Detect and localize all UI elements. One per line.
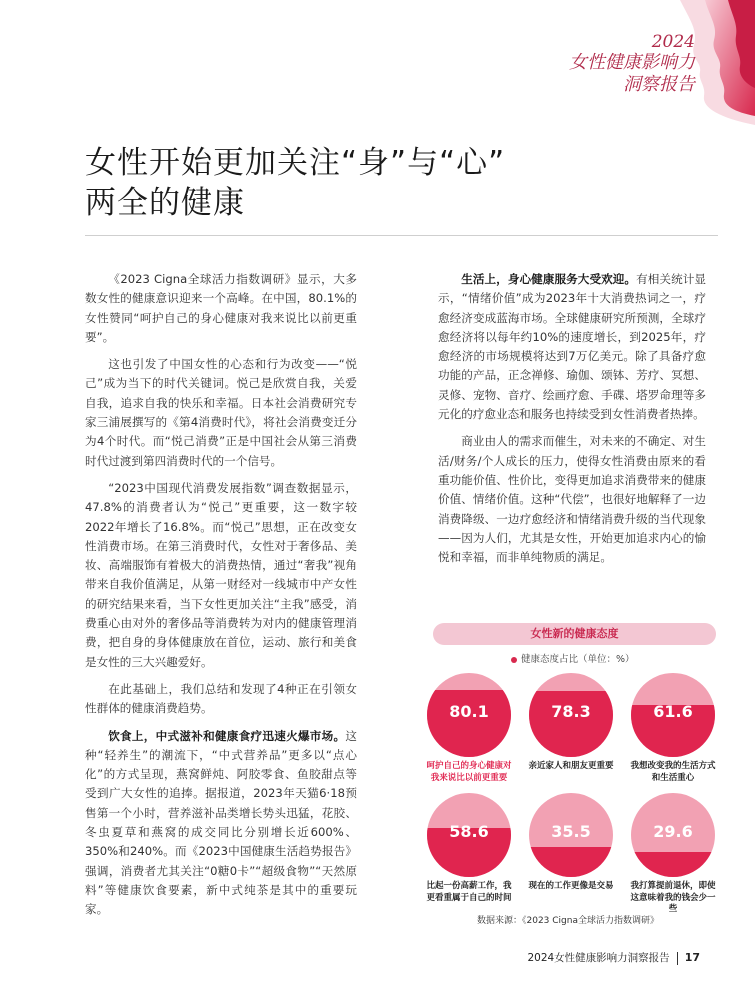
attitude-circle (427, 673, 511, 757)
report-title (569, 32, 695, 96)
paragraph: 这也引发了中国女性的心态和行为改变——“悦己”成为当下的时代关键词。悦己是欣赏自我，关爱自我，追求自我的快乐和幸福。日本社会消费研究专家三浦展撰写的《第4消费时代》，将社会消费变迁分为4个时代。而“悦己消费”正是中国社会从第三消费时代过渡到第四消费时代的一个信号。 (85, 357, 357, 468)
report-title-line1: 女性健康影响力 (569, 52, 695, 73)
attitude-value: 58.6 (449, 822, 489, 841)
footer-separator (677, 952, 678, 965)
headline-line1: 女性开始更加关注“身”与“心” (85, 145, 506, 181)
attitude-circle (631, 673, 715, 757)
attitude-fill (529, 847, 613, 877)
report-year: 2024 (651, 32, 695, 52)
page-headline (85, 143, 685, 223)
infographic-legend (511, 653, 635, 667)
legend-dot-icon (511, 657, 517, 663)
headline-divider (85, 235, 718, 236)
footer-report-name: 2024女性健康影响力洞察报告 (527, 952, 670, 964)
attitude-label: 呵护自己的身心健康对我来说比以前更重要 (426, 761, 512, 783)
attitude-circle (529, 793, 613, 877)
attitude-value: 61.6 (653, 702, 693, 721)
attitude-value: 35.5 (551, 822, 591, 841)
attitude-value: 78.3 (551, 702, 591, 721)
page-number: 17 (684, 951, 700, 964)
diet-trend-lead: 饮食上，中式滋补和健康食疗迅速火爆市场。 (108, 728, 346, 743)
report-title-line2: 洞察报告 (623, 74, 695, 95)
headline-line2: 两全的健康 (85, 185, 245, 221)
paragraph: 商业由人的需求而催生，对未来的不确定、对生活/财务/个人成长的压力，使得女性消费由原来的看重功能价值、性价比，变得更加追求消费带来的健康价值、情绪价值。这种“代偿”，也很好地解释了一边消费降级、一边疗愈经济和情绪消费升级的当代现象——因为人们，尤其是女性，开始更加追求内心的愉悦和幸福，而非单纯物质的满足。 (438, 434, 706, 565)
page-footer (527, 951, 700, 965)
left-column (85, 270, 357, 928)
legend-label: 健康态度占比（单位：%） (521, 654, 635, 665)
diet-trend-paragraph (85, 727, 357, 920)
data-source: 数据来源：《2023 Cigna全球活力指数调研》 (477, 916, 659, 926)
attitude-label: 亲近家人和朋友更重要 (528, 761, 614, 771)
attitude-label: 我打算提前退休，即使这意味着我的钱会少一些 (630, 881, 716, 914)
attitude-fill (631, 852, 715, 877)
paragraph: 在此基础上，我们总结和发现了4种正在引领女性群体的健康消费趋势。 (85, 681, 357, 716)
attitude-value: 29.6 (653, 822, 693, 841)
attitude-circle (631, 793, 715, 877)
attitude-fill (427, 690, 511, 757)
attitude-label: 我想改变我的生活方式和生活重心 (630, 761, 716, 783)
right-column (438, 270, 706, 575)
paragraph: 《2023 Cigna全球活力指数调研》显示，大多数女性的健康意识迎来一个高峰。在中国，80.1%的女性赞同“呵护自己的身心健康对我来说比以前更重要”。 (85, 272, 357, 344)
life-trend-paragraph (438, 270, 706, 424)
paragraph: “2023中国现代消费发展指数”调查数据显示，47.8%的消费者认为“悦己”更重要，这一数字较2022年增长了16.8%。而“悦己”思想，正在改变女性消费市场。在第三消费时代，女性对于奢侈品、美妆、高端服饰有着极大的消费热情，通过“奢我”视角带来自我价值满足，从第一财经对一线城市中产女性的研究结果来看，当下女性更加关注“主我”感受，消费重心由对外的奢侈品等消费转为对内的健康管理消费，把自身的身体健康放在首位，运动、旅行和美食是女性的三大兴趣爱好。 (85, 480, 357, 669)
infographic-title: 女性新的健康态度 (433, 623, 716, 645)
life-trend-body: 有相关统计显示，“情绪价值”成为2023年十大消费热词之一，疗愈经济变成蓝海市场。全球健康研究所预测，全球疗愈经济将以每年约10%的速度增长，到2025年，疗愈经济的市场规模将达到7万亿美元。除了具备疗愈功能的产品，正念禅修、瑜伽、颂钵、芳疗、冥想、灵修、宠物、音疗、绘画疗愈、手碟、塔罗命理等多元化的疗愈业态和服务也持续受到女性消费者热捧。 (438, 272, 706, 422)
life-trend-lead: 生活上，身心健康服务大受欢迎。 (461, 272, 637, 286)
attitude-label: 比起一份高薪工作，我更看重属于自己的时间 (426, 881, 512, 903)
attitude-value: 80.1 (449, 702, 489, 721)
attitude-label: 现在的工作更像是交易 (528, 881, 614, 891)
health-attitude-infographic (425, 623, 721, 926)
attitude-circle (529, 673, 613, 757)
diet-trend-body: 这种“轻养生”的潮流下，“中式营养品”更多以“点心化”的方式呈现，燕窝鲜炖、阿胶零食、鱼胶甜点等受到广大女性的追捧。据报道，2023年天猫6·18预售第一个小时，营养滋补品类增长势头迅猛，花胶、冬虫夏草和燕窝的成交同比分别增长近600%、350%和240%。而《2023中国健康生活趋势报告》强调，消费者尤其关注“0糖0卡”“超级食物”“天然原料”等健康饮食要素，新中式纯茶是其中的重要玩家。 (85, 728, 357, 917)
attitude-circle (427, 793, 511, 877)
